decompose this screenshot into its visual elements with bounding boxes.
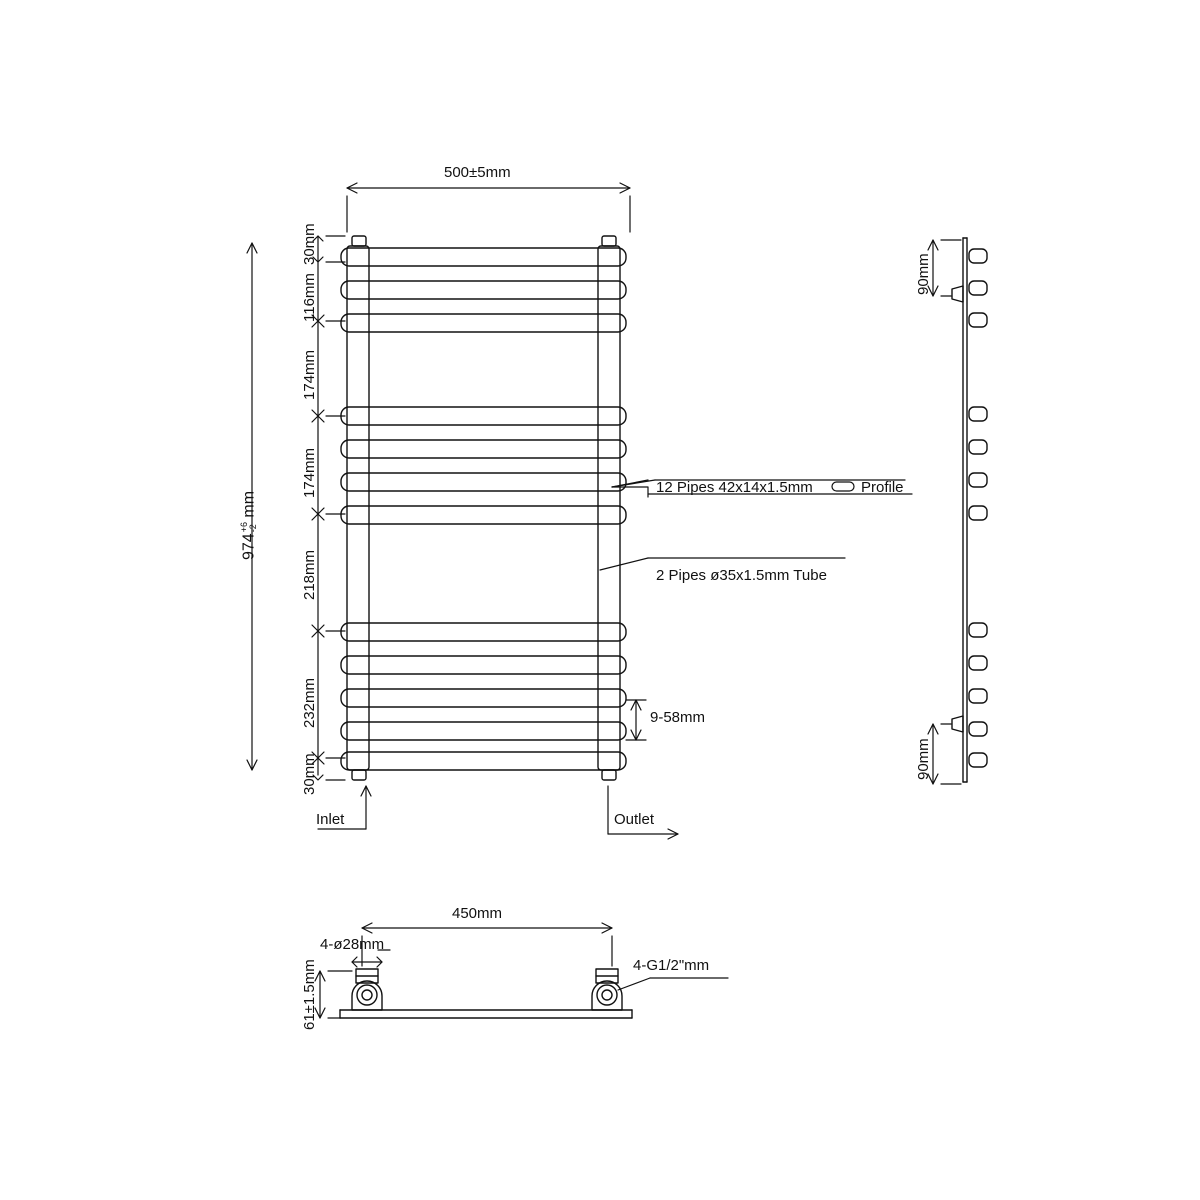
callout-profile-label-suffix: Profile bbox=[861, 479, 904, 496]
front-segment-label-4: 218mm bbox=[301, 549, 318, 600]
bottom-centres-dimension bbox=[362, 923, 612, 966]
front-view-side-rails bbox=[347, 236, 620, 780]
front-bar-gap-dimension bbox=[626, 700, 646, 740]
bottom-height-label: 61±1.5mm bbox=[301, 959, 318, 1030]
bottom-hole-label: 4-ø28mm bbox=[320, 936, 385, 953]
bottom-thread-leader bbox=[618, 978, 728, 990]
bottom-valve-right bbox=[592, 969, 622, 1010]
front-overall-height-label: 974 +6 -2 mm bbox=[239, 490, 259, 560]
bottom-thread-label: 4-G1/2"mm bbox=[633, 957, 710, 974]
side-view-body bbox=[952, 238, 987, 782]
front-segment-label-3: 174mm bbox=[301, 447, 318, 498]
bottom-view-body bbox=[340, 969, 632, 1018]
side-bottom-dimension bbox=[928, 724, 961, 784]
callout-profile-label-main: 12 Pipes 42x14x1.5mm bbox=[656, 479, 813, 496]
front-width-dimension bbox=[347, 183, 630, 232]
front-segment-label-6: 30mm bbox=[301, 753, 318, 795]
front-segment-label-1: 116mm bbox=[301, 273, 318, 322]
front-segment-label-2: 174mm bbox=[301, 349, 318, 400]
side-top-dim-label: 90mm bbox=[915, 253, 932, 295]
profile-shape-glyph bbox=[832, 482, 854, 491]
front-view-flat-bars bbox=[341, 248, 626, 770]
front-segment-label-5: 232mm bbox=[301, 677, 318, 728]
front-segment-label-0: 30mm bbox=[301, 223, 318, 265]
front-width-label: 500±5mm bbox=[444, 164, 511, 181]
bottom-centres-label: 450mm bbox=[452, 905, 503, 922]
callout-tube-label: 2 Pipes ø35x1.5mm Tube bbox=[656, 567, 827, 584]
outlet-label: Outlet bbox=[614, 811, 655, 828]
bottom-valve-left bbox=[352, 969, 382, 1010]
front-gap-label: 9-58mm bbox=[650, 709, 706, 726]
bottom-height-dimension bbox=[315, 971, 352, 1018]
inlet-label: Inlet bbox=[316, 811, 345, 828]
side-bottom-dim-label: 90mm bbox=[915, 738, 932, 780]
